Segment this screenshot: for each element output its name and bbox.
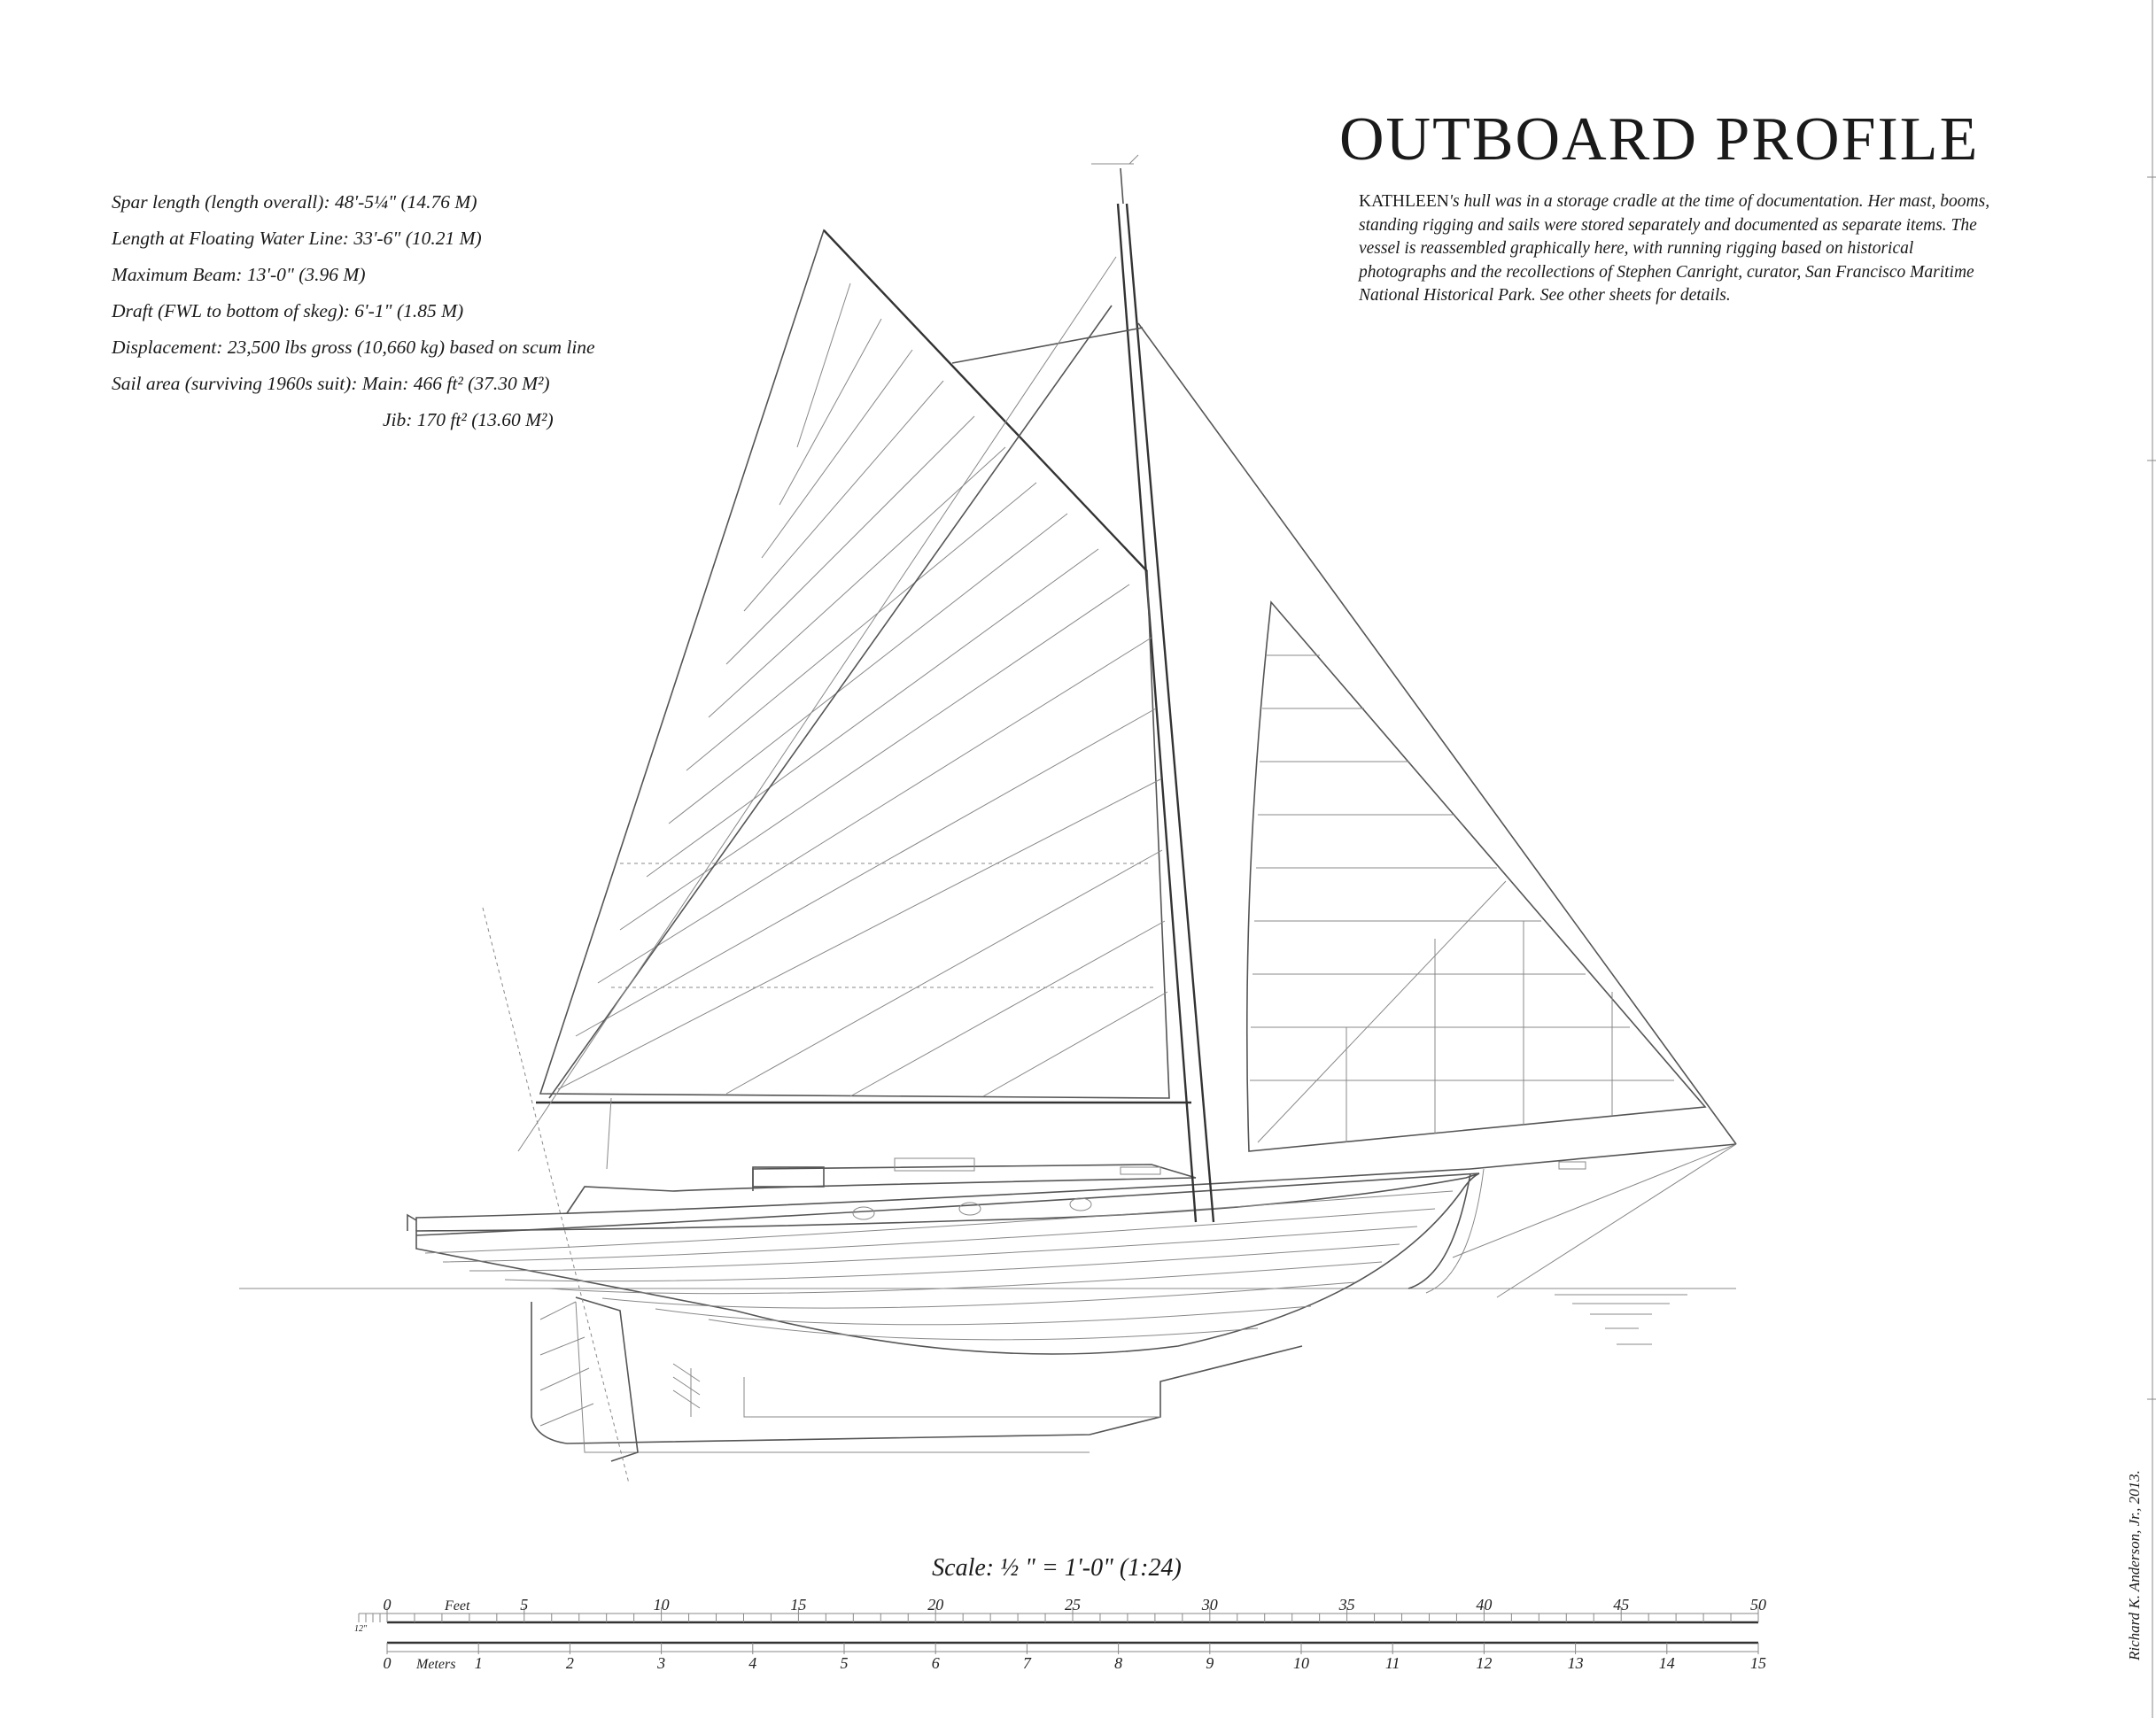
rigging xyxy=(518,257,1736,1297)
spec-draft: Draft (FWL to bottom of skeg): 6'-1" (1.85 M) xyxy=(112,300,464,321)
scale-bars xyxy=(354,1596,1766,1672)
meters-unit-label: Meters xyxy=(416,1657,456,1672)
mainsail xyxy=(536,230,1191,1169)
meter-tick-label: 15 xyxy=(1750,1654,1766,1672)
meter-tick-label: 12 xyxy=(1476,1654,1493,1672)
feet-tick-label: 20 xyxy=(927,1596,944,1614)
feet-tick-label: 0 xyxy=(383,1596,392,1614)
specifications-list xyxy=(112,188,595,442)
feet-tick-label: 40 xyxy=(1476,1596,1493,1614)
spec-maximum-beam: Maximum Beam: 13'-0" (3.96 M) xyxy=(112,264,366,285)
meter-tick-label: 0 xyxy=(383,1654,392,1672)
spec-sail-area-main: Sail area (surviving 1960s suit): Main: 466 ft² (37.30 M²) xyxy=(112,373,550,394)
feet-unit-label: Feet xyxy=(445,1598,470,1614)
meter-tick-label: 9 xyxy=(1206,1654,1214,1672)
feet-tick-label: 50 xyxy=(1750,1596,1766,1614)
spec-spar-length: Spar length (length overall): 48'-5¼" (14.76 M) xyxy=(112,191,477,213)
feet-tick-label: 10 xyxy=(653,1596,670,1614)
meter-tick-label: 11 xyxy=(1384,1654,1400,1672)
small-12-inch-marker: 12" xyxy=(354,1624,368,1634)
meter-tick-label: 6 xyxy=(931,1654,940,1672)
spec-displacement: Displacement: 23,500 lbs gross (10,660 kg) based on scum line xyxy=(112,337,595,358)
spec-sail-area-jib: Jib: 170 ft² (13.60 M²) xyxy=(383,409,554,430)
feet-tick-label: 45 xyxy=(1613,1596,1630,1614)
meter-tick-label: 14 xyxy=(1658,1654,1675,1672)
scale-label: Scale: ½ " = 1'-0" (1:24) xyxy=(932,1554,1182,1582)
meter-tick-label: 3 xyxy=(657,1654,666,1672)
sheet-border xyxy=(2147,0,2156,1718)
feet-tick-label: 5 xyxy=(520,1596,529,1614)
feet-ticks xyxy=(384,1596,1767,1622)
meter-tick-label: 5 xyxy=(840,1654,849,1672)
feet-tick-label: 25 xyxy=(1065,1596,1081,1614)
hull xyxy=(416,908,1484,1483)
meter-tick-label: 7 xyxy=(1022,1654,1031,1672)
meter-tick-label: 13 xyxy=(1567,1654,1584,1672)
feet-tick-label: 15 xyxy=(790,1596,807,1614)
waterline xyxy=(239,1288,1736,1344)
description-note xyxy=(1359,190,1997,308)
feet-tick-label: 35 xyxy=(1338,1596,1355,1614)
spec-waterline-length: Length at Floating Water Line: 33'-6" (10.21 M) xyxy=(112,228,482,249)
drafter-credit: Richard K. Anderson, Jr., 2013. xyxy=(2126,1470,2143,1660)
feet-tick-label: 30 xyxy=(1201,1596,1218,1614)
meter-tick-label: 2 xyxy=(565,1654,574,1672)
meter-tick-label: 8 xyxy=(1114,1654,1123,1672)
meter-tick-label: 4 xyxy=(748,1654,757,1672)
jib xyxy=(1247,602,1705,1151)
meter-ticks xyxy=(384,1643,1767,1672)
vessel-name: KATHLEEN xyxy=(1359,192,1449,211)
meter-tick-label: 1 xyxy=(474,1654,483,1672)
meter-tick-label: 10 xyxy=(1293,1654,1309,1672)
description-text: 's hull was in a storage cradle at the time of documentation. Her mast, booms, standing rigging and sails were stored separately and documented as separate items. The vessel is reassembled graphically here, with running rigging based on historical photographs and the recollections of Stephen Canright, curator, San Francisco Maritime National Historical Park. See other sheets for details. xyxy=(1359,192,1990,305)
sheet-title: OUTBOARD PROFILE xyxy=(1339,105,1980,174)
